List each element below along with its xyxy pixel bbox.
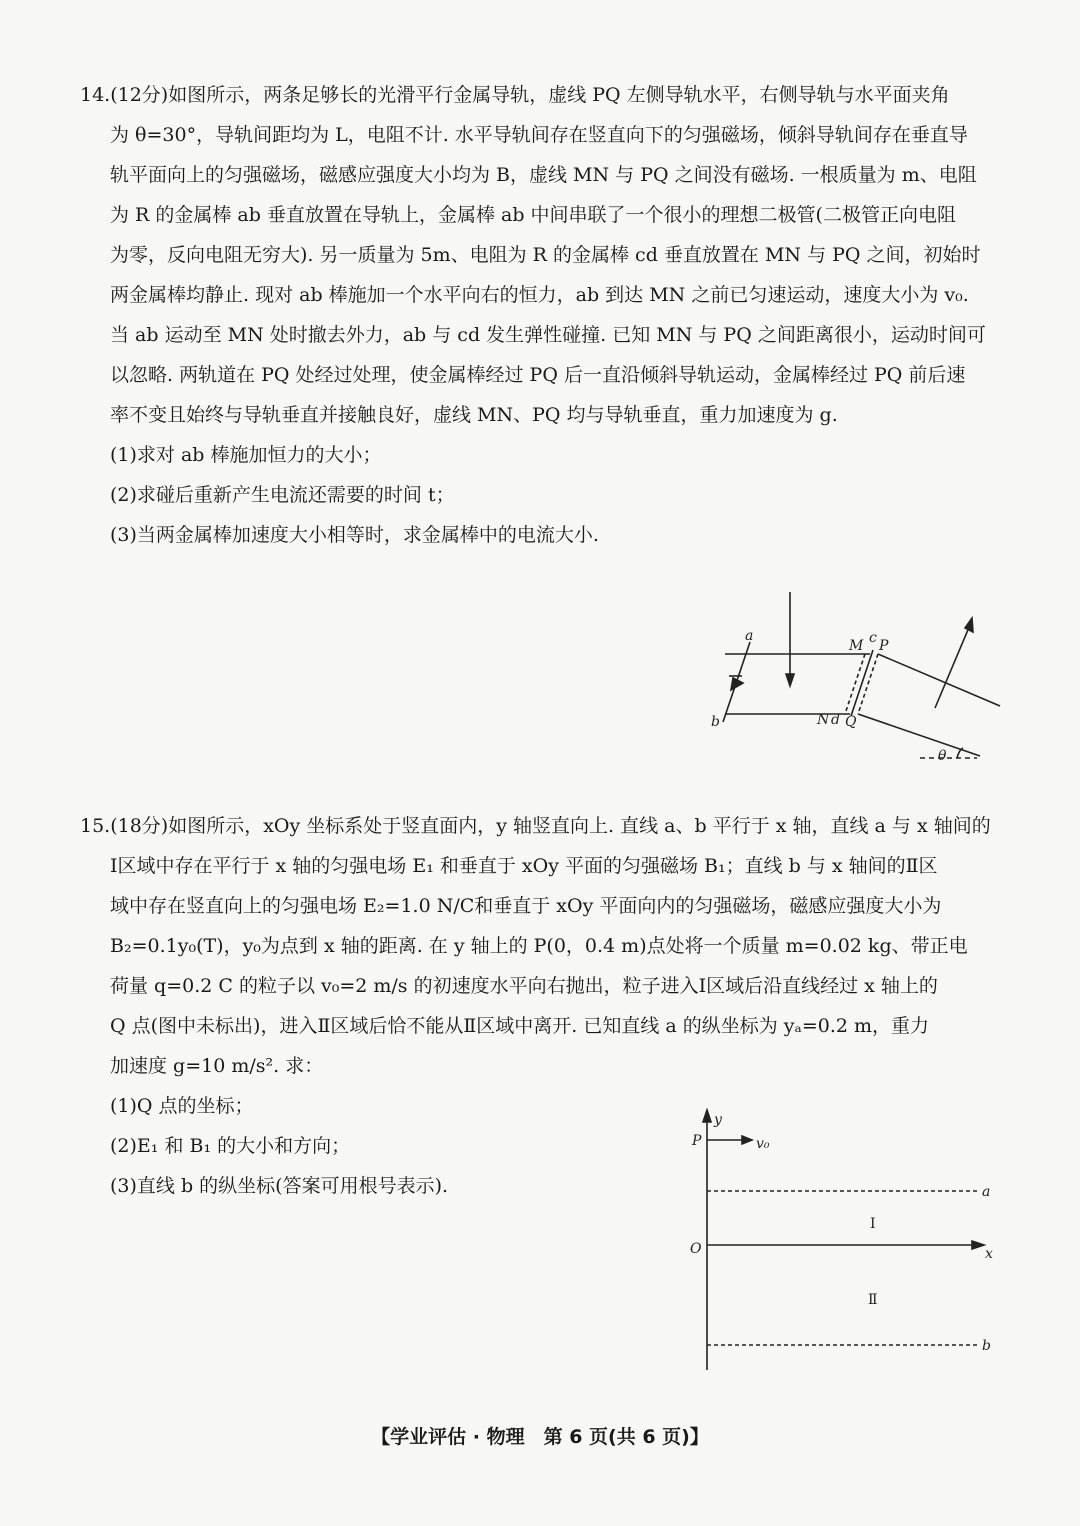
- label-c: c: [869, 630, 877, 646]
- label-region-II: Ⅱ: [868, 1292, 878, 1308]
- label-P: P: [692, 1133, 702, 1149]
- y-axis-arrow-icon: [703, 1110, 711, 1122]
- q15-line: 域中存在竖直向上的匀强电场 E₂=1.0 N/C和垂直于 xOy 平面向内的匀强磁场，磁感应强度大小为: [110, 895, 942, 917]
- rod-cd: [851, 650, 873, 716]
- rail-diagram: [695, 590, 1015, 770]
- q14-subquestion-1: (1)求对 ab 棒施加恒力的大小；: [110, 444, 382, 466]
- q14-line: 率不变且始终与导轨垂直并接触良好，虚线 MN、PQ 均与导轨垂直，重力加速度为 g.: [110, 404, 838, 426]
- diode-icon: [731, 678, 743, 690]
- angle-arc: [957, 748, 963, 758]
- q15-line: B₂=0.1y₀(T)，y₀为点到 x 轴的距离. 在 y 轴上的 P(0，0.4 m)点处将一个质量 m=0.02 kg、带正电: [110, 935, 968, 957]
- q15-subquestion-3: (3)直线 b 的纵坐标(答案可用根号表示).: [110, 1175, 449, 1197]
- q15-subquestion-1: (1)Q 点的坐标；: [110, 1095, 254, 1117]
- q14-line: 14.(12分)如图所示，两条足够长的光滑平行金属导轨，虚线 PQ 左侧导轨水平，右侧导轨与水平面夹角: [80, 84, 950, 106]
- q15-line: Q 点(图中未标出)，进入Ⅱ区域后恰不能从Ⅱ区域中离开. 已知直线 a 的纵坐标为 yₐ=0.2 m，重力: [110, 1015, 930, 1037]
- label-O: O: [690, 1241, 702, 1257]
- label-a: a: [745, 628, 754, 644]
- q14-line: 当 ab 运动至 MN 处时撤去外力，ab 与 cd 发生弹性碰撞. 已知 MN 与 PQ 之间距离很小，运动时间可: [110, 324, 986, 346]
- velocity-arrow-icon: [742, 1136, 752, 1144]
- question-14: [80, 75, 1010, 555]
- label-theta: θ: [938, 748, 947, 764]
- q15-line: 15.(18分)如图所示，xOy 坐标系处于竖直面内，y 轴竖直向上. 直线 a、b 平行于 x 轴，直线 a 与 x 轴间的: [80, 815, 991, 837]
- coordinate-diagram: [680, 1108, 1000, 1373]
- label-y: y: [714, 1112, 722, 1128]
- x-axis-arrow-icon: [972, 1241, 984, 1249]
- q14-line: 轨平面向上的匀强磁场，磁感应强度大小均为 B，虚线 MN 与 PQ 之间没有磁场. 一根质量为 m、电阻: [110, 164, 977, 186]
- q15-line: 荷量 q=0.2 C 的粒子以 v₀=2 m/s 的初速度水平向右抛出，粒子进入Ⅰ区域后沿直线经过 x 轴上的: [110, 975, 938, 997]
- q14-subquestion-2: (2)求碰后重新产生电流还需要的时间 t；: [110, 484, 455, 506]
- q15-subquestion-2: (2)E₁ 和 B₁ 的大小和方向；: [110, 1135, 351, 1157]
- label-N: N: [817, 712, 830, 728]
- label-v0: v₀: [756, 1136, 770, 1152]
- label-P: P: [879, 638, 889, 654]
- q14-line: 以忽略. 两轨道在 PQ 处经过处理，使金属棒经过 PQ 后一直沿倾斜导轨运动，金属棒经过 PQ 前后速: [110, 364, 966, 386]
- label-b: b: [982, 1338, 991, 1354]
- q14-line: 为 R 的金属棒 ab 垂直放置在导轨上，金属棒 ab 中间串联了一个很小的理想二极管(二极管正向电阻: [110, 204, 956, 226]
- q15-line: 加速度 g=10 m/s². 求：: [110, 1055, 324, 1077]
- q15-line: Ⅰ区域中存在平行于 x 轴的匀强电场 E₁ 和垂直于 xOy 平面的匀强磁场 B₁；直线 b 与 x 轴间的Ⅱ区: [110, 855, 938, 877]
- label-b: b: [711, 714, 720, 730]
- q14-subquestion-3: (3)当两金属棒加速度大小相等时，求金属棒中的电流大小.: [110, 524, 599, 546]
- q14-line: 为零，反向电阻无穷大). 另一质量为 5m、电阻为 R 的金属棒 cd 垂直放置在 MN 与 PQ 之间，初始时: [110, 244, 981, 266]
- label-M: M: [849, 638, 864, 654]
- label-region-I: Ⅰ: [870, 1216, 876, 1232]
- label-d: d: [831, 712, 840, 728]
- label-a: a: [982, 1184, 991, 1200]
- label-x: x: [985, 1246, 993, 1262]
- page-footer: 【学业评估 · 物理 第 6 页(共 6 页)】: [371, 1426, 709, 1448]
- q14-line: 为 θ=30°，导轨间距均为 L，电阻不计. 水平导轨间存在竖直向下的匀强磁场，倾斜导轨间存在垂直导: [110, 124, 968, 146]
- q14-line: 两金属棒均静止. 现对 ab 棒施加一个水平向右的恒力，ab 到达 MN 之前已匀速运动，速度大小为 v₀.: [110, 284, 969, 306]
- label-Q: Q: [845, 714, 857, 730]
- field-arrow-inclined: [935, 625, 970, 708]
